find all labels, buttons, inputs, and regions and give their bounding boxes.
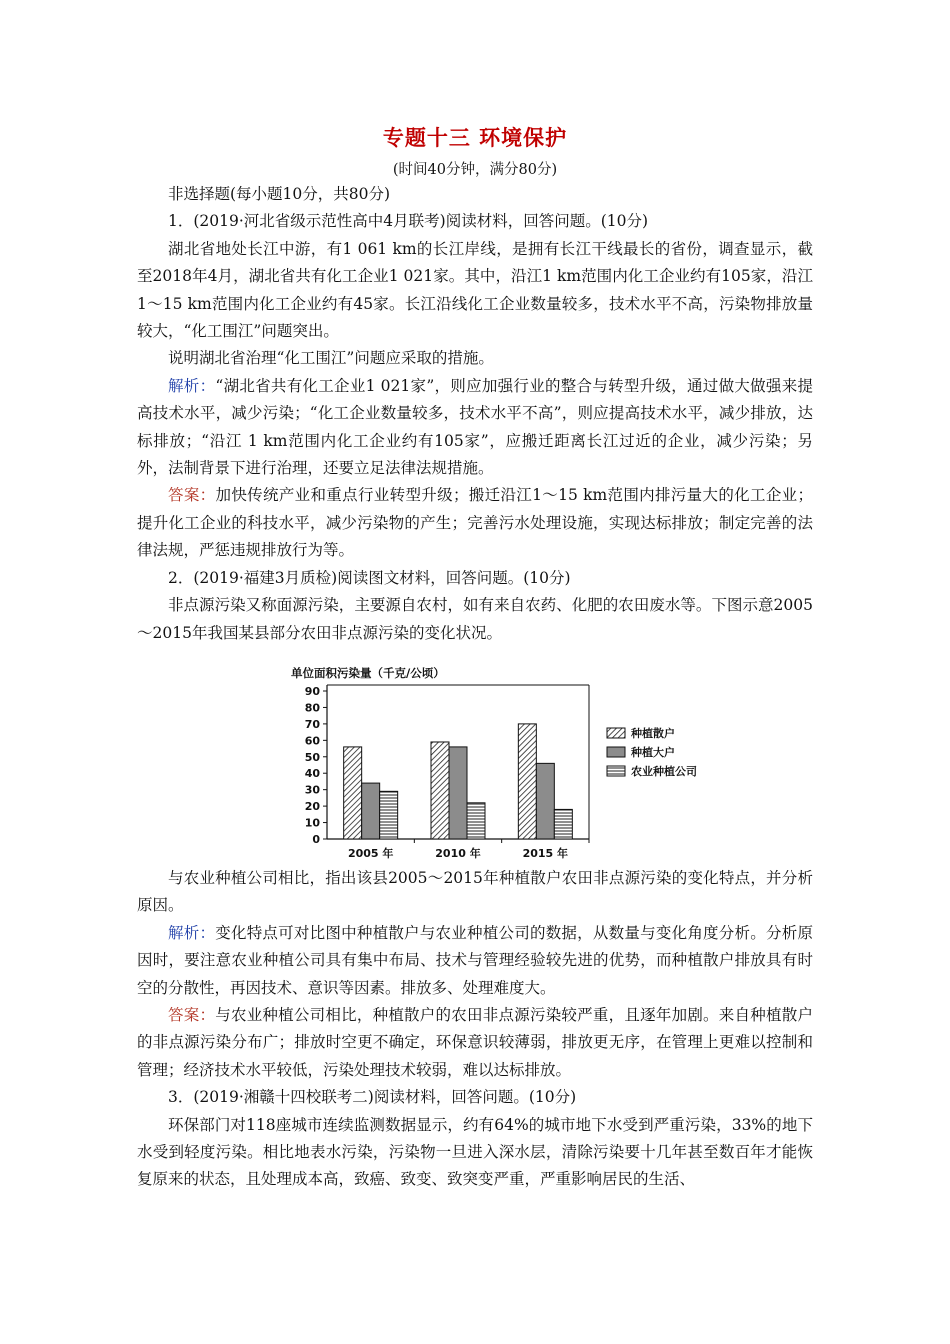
bar bbox=[380, 791, 398, 839]
bar bbox=[362, 783, 380, 839]
bar bbox=[467, 803, 485, 839]
legend-swatch bbox=[607, 766, 625, 776]
legend-swatch bbox=[607, 728, 625, 738]
y-tick-label: 50 bbox=[304, 750, 320, 764]
doc-subtitle: (时间40分钟，满分80分) bbox=[392, 162, 558, 178]
bar bbox=[554, 809, 572, 839]
bar bbox=[518, 724, 536, 839]
q2-material: 非点源污染又称面源污染，主要源自农村，如有来自农药、化肥的农田废水等。下图示意2005～2015年我国某县部分农田非点源污染的变化状况。 bbox=[137, 596, 813, 642]
q1-answer-text: 加快传统产业和重点行业转型升级；搬迁沿江1～15 km范围内排污量大的化工企业；提升化工企业的科技水平，减少污染物的产生；完善污水处理设施，实现达标排放；制定完善的法律法规，严惩违规排放行为等。 bbox=[137, 486, 813, 560]
q1-answer bbox=[137, 482, 813, 564]
doc-title: 专题十三 环境保护 bbox=[382, 126, 568, 150]
y-tick-label: 10 bbox=[304, 816, 320, 830]
bar bbox=[536, 763, 554, 839]
chart-title: 单位面积污染量（千克/公顷） bbox=[291, 665, 445, 680]
section-header: 非选择题(每小题10分，共80分) bbox=[168, 185, 391, 203]
bar bbox=[344, 747, 362, 839]
legend-label: 农业种植公司 bbox=[631, 764, 697, 778]
y-tick-label: 70 bbox=[304, 717, 320, 731]
y-tick-label: 30 bbox=[304, 783, 320, 797]
q3-header: 3．(2019·湘赣十四校联考二)阅读材料，回答问题。(10分) bbox=[168, 1088, 577, 1107]
q1-header: 1．(2019·河北省级示范性高中4月联考)阅读材料，回答问题。(10分) bbox=[168, 212, 649, 231]
q2-analysis bbox=[137, 920, 813, 1002]
q1-answer-label: 答案： bbox=[168, 486, 216, 505]
chart-svg bbox=[137, 647, 813, 865]
y-tick-label: 90 bbox=[304, 684, 320, 698]
q1-analysis-label: 解析： bbox=[168, 376, 216, 395]
x-tick-label: 2005 年 bbox=[347, 846, 394, 860]
q2-analysis-text: 变化特点可对比图中种植散户与农业种植公司的数据，从数量与变化角度分析。分析原因时，要注意农业种植公司具有集中布局、技术与管理经验较先进的优势，而种植散户排放具有时空的分散性，再因技术、意识等因素。排放多、处理难度大。 bbox=[137, 923, 813, 997]
q1-material: 湖北省地处长江中游，有1 061 km的长江岸线，是拥有长江干线最长的省份，调查显示，截至2018年4月，湖北省共有化工企业1 021家。其中，沿江1 km范围内化工企业约有105家，沿江1～15 km范围内化工企业约有45家。长江沿线化工企业数量较多，技术水平不高，污染物排放量较大，“化工围江”问题突出。 bbox=[137, 239, 813, 341]
q2-answer-text: 与农业种植公司相比，种植散户的农田非点源污染较严重，且逐年加剧。来自种植散户的非点源污染分布广；排放时空更不确定，环保意识较薄弱，排放更无序，在管理上更难以控制和管理；经济技术水平较低，污染处理技术较弱，难以达标排放。 bbox=[137, 1005, 813, 1079]
bar bbox=[431, 742, 449, 839]
q1-analysis-text: “湖北省共有化工企业1 021家”，则应加强行业的整合与转型升级，通过做大做强来提高技术水平，减少污染；“化工企业数量较多，技术水平不高”，则应提高技术水平，减少排放，达标排放；“沿江 1 km范围内化工企业约有105家”，应搬迁距离长江过近的企业，减少污染；另外，法制背景下进行治理，还要立足法律法规措施。 bbox=[137, 376, 813, 478]
y-tick-label: 0 bbox=[312, 832, 320, 846]
q2-header: 2．(2019·福建3月质检)阅读图文材料，回答问题。(10分) bbox=[168, 568, 571, 587]
x-tick-label: 2010 年 bbox=[435, 846, 481, 860]
q2-answer-label: 答案： bbox=[168, 1005, 216, 1024]
bar bbox=[449, 747, 467, 839]
q1-question: 说明湖北省治理“化工围江”问题应采取的措施。 bbox=[168, 349, 494, 368]
pollution-bar-chart bbox=[137, 647, 813, 865]
q2-answer bbox=[137, 1002, 813, 1084]
y-tick-label: 40 bbox=[304, 767, 320, 781]
y-tick-label: 20 bbox=[304, 800, 320, 814]
legend-label: 种植大户 bbox=[631, 745, 675, 759]
q2-analysis-label: 解析： bbox=[168, 923, 216, 942]
legend-label: 种植散户 bbox=[631, 726, 675, 740]
q1-analysis bbox=[137, 373, 813, 483]
q2-question: 与农业种植公司相比，指出该县2005～2015年种植散户农田非点源污染的变化特点，并分析原因。 bbox=[137, 868, 813, 915]
legend-swatch bbox=[607, 747, 625, 757]
q3-material: 环保部门对118座城市连续监测数据显示，约有64%的城市地下水受到严重污染，33%的地下水受到轻度污染。相比地表水污染，污染物一旦进入深水层，清除污染要十几年甚至数百年才能恢复原来的状态，且处理成本高，致癌、致变、致突变严重，严重影响居民的生活、 bbox=[137, 1115, 813, 1189]
x-tick-label: 2015 年 bbox=[522, 846, 569, 860]
y-tick-label: 60 bbox=[304, 734, 320, 748]
y-tick-label: 80 bbox=[304, 701, 320, 715]
doc-content bbox=[137, 181, 813, 1194]
